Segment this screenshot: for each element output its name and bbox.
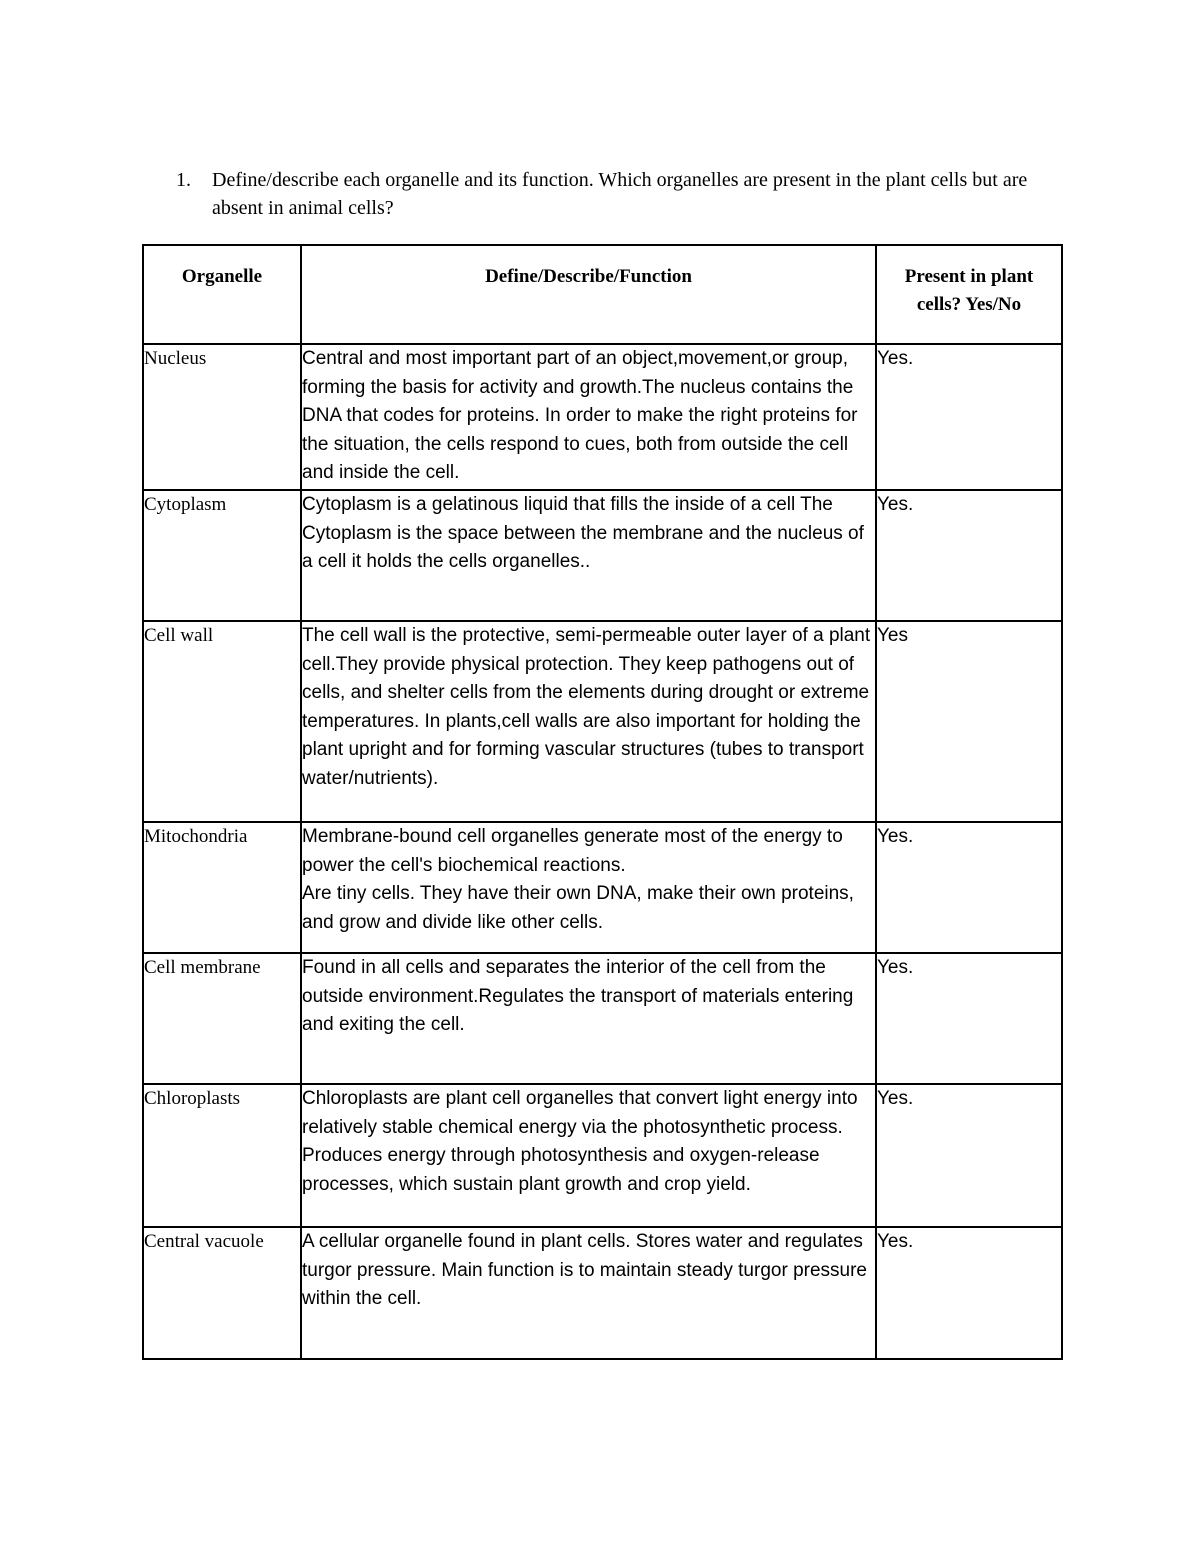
- question-number: 1.: [176, 169, 191, 191]
- organelle-definition: A cellular organelle found in plant cells. Stores water and regulates turgor pressure. Main function is to maintain steady turgor pressure within the cell.: [301, 1227, 876, 1359]
- organelle-definition: Cytoplasm is a gelatinous liquid that fills the inside of a cell The Cytoplasm is the space between the membrane and the nucleus of a cell it holds the cells organelles..: [301, 490, 876, 621]
- organelle-present: Yes.: [876, 1084, 1062, 1227]
- question-text: Define/describe each organelle and its function. Which organelles are present in the plant cells but are absent in animal cells?: [212, 169, 1028, 219]
- table-row: [143, 490, 1062, 621]
- organelle-definition: Chloroplasts are plant cell organelles that convert light energy into relatively stable chemical energy via the photosynthetic process. Produces energy through photosynthesis and oxygen-release processes, which sustain plant growth and crop yield.: [301, 1084, 876, 1227]
- table-row: [143, 1084, 1062, 1227]
- organelle-name: Cell membrane: [143, 953, 301, 1084]
- organelle-present: Yes.: [876, 953, 1062, 1084]
- organelle-present: Yes.: [876, 1227, 1062, 1359]
- organelle-name: Cell wall: [143, 621, 301, 822]
- organelle-present: Yes.: [876, 344, 1062, 490]
- organelle-name: Chloroplasts: [143, 1084, 301, 1227]
- organelle-definition: Membrane-bound cell organelles generate most of the energy to power the cell's biochemical reactions. Are tiny cells. They have their own DNA, make their own proteins, and grow and divide like other cells.: [301, 822, 876, 953]
- organelle-definition: The cell wall is the protective, semi-permeable outer layer of a plant cell.They provide physical protection. They keep pathogens out of cells, and shelter cells from the elements during drought or extreme temperatures. In plants,cell walls are also important for holding the plant upright and for forming vascular structures (tubes to transport water/nutrients).: [301, 621, 876, 822]
- organelle-name: Nucleus: [143, 344, 301, 490]
- question: [176, 166, 1056, 222]
- organelle-present: Yes.: [876, 822, 1062, 953]
- table-header-row: [143, 245, 1062, 344]
- organelle-definition: Central and most important part of an object,movement,or group, forming the basis for activity and growth.The nucleus contains the DNA that codes for proteins. In order to make the right proteins for the situation, the cells respond to cues, both from outside the cell and inside the cell.: [301, 344, 876, 490]
- organelle-name: Cytoplasm: [143, 490, 301, 621]
- organelle-name: Central vacuole: [143, 1227, 301, 1359]
- table-row: [143, 1227, 1062, 1359]
- organelle-table: [142, 244, 1063, 1360]
- table-row: [143, 344, 1062, 490]
- organelle-definition: Found in all cells and separates the interior of the cell from the outside environment.Regulates the transport of materials entering and exiting the cell.: [301, 953, 876, 1084]
- table-row: [143, 953, 1062, 1084]
- header-present: Present in plant cells? Yes/No: [876, 245, 1062, 344]
- organelle-present: Yes.: [876, 490, 1062, 621]
- table-row: [143, 621, 1062, 822]
- header-definition: Define/Describe/Function: [301, 245, 876, 344]
- organelle-present: Yes: [876, 621, 1062, 822]
- table-row: [143, 822, 1062, 953]
- header-organelle: Organelle: [143, 245, 301, 344]
- organelle-name: Mitochondria: [143, 822, 301, 953]
